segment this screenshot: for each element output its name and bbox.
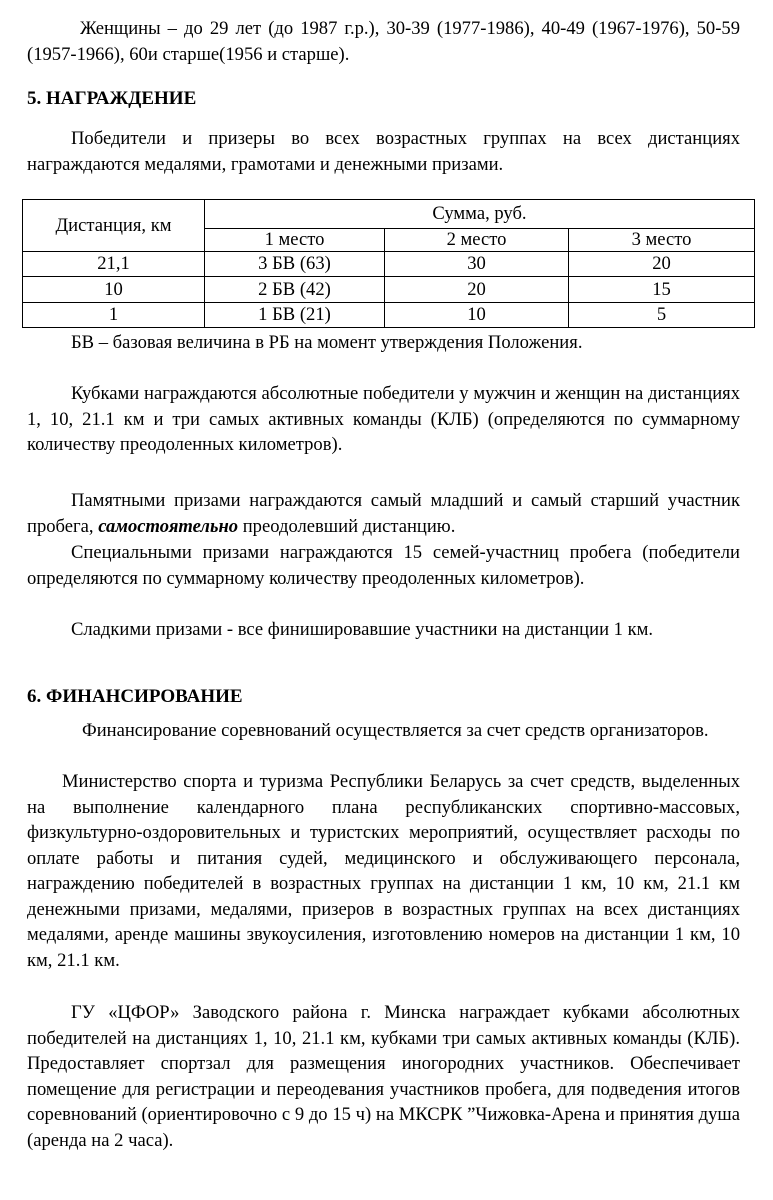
header-sum: Сумма, руб. [205,200,755,229]
cfor-paragraph: ГУ «ЦФОР» Заводского района г. Минска награждает кубками абсолютных победителей на дистанциях 1, 10, 21.1 км, кубками три самых активных команды (КЛБ). Предоставляет спортзал для размещения иногородних участников. Обеспечивает помещение для регистрации и переодевания участников пробега, для подведения итогов соревнований (ориентировочно с 9 до 15 ч) на МКСРК ”Чижовка-Арена и принятия душа (аренда на 2 часа). [27,1002,740,1151]
cell-place-1: 1 БВ (21) [205,303,385,328]
special-prizes-paragraph: Специальными призами награждаются 15 семей-участниц пробега (победители определяются по суммарному количеству преодоленных километров). [27,542,740,589]
cell-distance: 10 [23,277,205,303]
table-row [23,252,755,277]
memorable-prizes-paragraph [27,488,740,539]
table-row [23,303,755,328]
financing-intro: Финансирование соревнований осуществляется за счет средств организаторов. [82,720,709,741]
header-place-3: 3 место [569,229,755,252]
cell-place-2: 10 [385,303,569,328]
cell-distance: 21,1 [23,252,205,277]
cups-paragraph: Кубками награждаются абсолютные победители у мужчин и женщин на дистанциях 1, 10, 21.1 км и три самых активных команды (КЛБ) (определяются по суммарному количеству преодоленных километров). [27,383,740,455]
cell-place-3: 5 [569,303,755,328]
ministry-paragraph: Министерство спорта и туризма Республики Беларусь за счет средств, выделенных на выполнение календарного плана республиканских спортивно-массовых, физкультурно-оздоровительных и туристских мероприятий, осуществляет расходы по оплате работы и питания судей, медицинского и обслуживающего персонала, награждению победителей в возрастных группах на дистанции 1 км, 10 км, 21.1 км денежными призами, медалями, призеров в возрастных группах на всех дистанциях медалями, аренде машины звукоусиления, изготовлению номеров на дистанции 1 км, 10 км, 21.1 км. [27,771,740,971]
cell-place-1: 3 БВ (63) [205,252,385,277]
header-distance: Дистанция, км [23,200,205,252]
section-5-heading: 5. НАГРАЖДЕНИЕ [27,88,197,109]
cell-place-3: 15 [569,277,755,303]
cell-place-1: 2 БВ (42) [205,277,385,303]
cell-distance: 1 [23,303,205,328]
table-note: БВ – базовая величина в РБ на момент утверждения Положения. [71,332,583,353]
memorable-emphasis: самостоятельно [98,515,239,537]
memorable-text-after: преодолевший дистанцию. [238,515,456,537]
cell-place-2: 20 [385,277,569,303]
table-row [23,277,755,303]
cell-place-2: 30 [385,252,569,277]
awards-intro: Победители и призеры во всех возрастных группах на всех дистанциях награждаются медалями, грамотами и денежными призами. [27,128,740,175]
prize-table [22,199,755,328]
section-6-heading: 6. ФИНАНСИРОВАНИЕ [27,686,243,707]
age-groups-women: Женщины – до 29 лет (до 1987 г.р.), 30-39 (1977-1986), 40-49 (1967-1976), 50-59 (1957-1966), 60и старше(1956 и старше). [27,18,740,65]
cell-place-3: 20 [569,252,755,277]
header-place-1: 1 место [205,229,385,252]
header-place-2: 2 место [385,229,569,252]
memorable-text-before: Памятными призами награждаются самый младший и самый старший участник пробега, [27,490,740,537]
sweet-prizes-paragraph: Сладкими призами - все финишировавшие участники на дистанции 1 км. [71,619,654,640]
